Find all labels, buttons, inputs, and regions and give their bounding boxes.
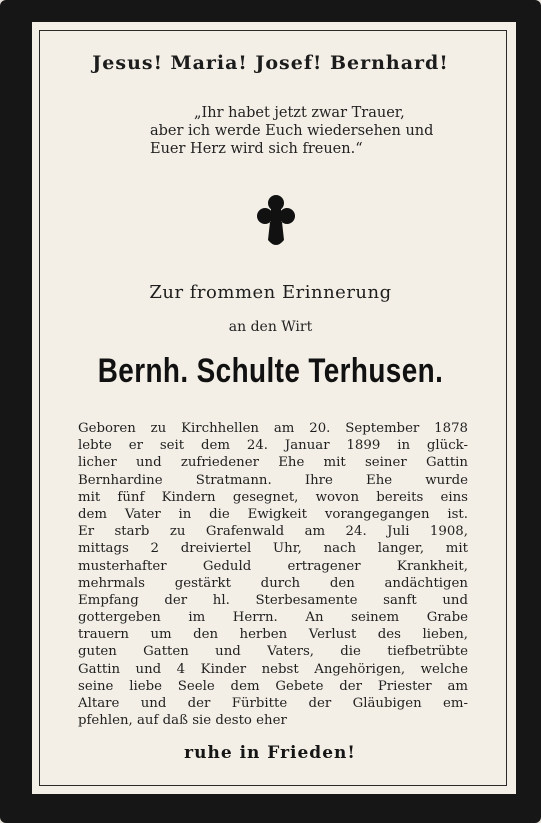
memorial-subheading: an den Wirt [228, 319, 313, 335]
invocation-header: Jesus! Maria! Josef! Bernhard! [92, 52, 449, 74]
biography-line: licher und zufriedener Ehe mit seiner Gattin [78, 455, 468, 471]
quote-line: „Ihr habet jetzt zwar Trauer, [194, 105, 405, 121]
biography-line: Empfang der hl. Sterbesamente sanft und [78, 592, 468, 608]
biography-line: Bernhardine Stratmann. Ihre Ehe wurde [78, 472, 468, 488]
bible-quote [150, 104, 476, 158]
biography-line: Gattin und 4 Kinder nebst Angehörigen, welche [78, 661, 468, 677]
quote-line: aber ich werde Euch wiedersehen und [150, 123, 434, 139]
biography-line: lebte er seit dem 24. Januar 1899 in glück- [78, 438, 468, 454]
biography-line: trauern um den herben Verlust des lieben, [78, 627, 468, 643]
closing-blessing: ruhe in Frieden! [184, 743, 356, 763]
quote-line: Euer Herz wird sich freuen.“ [150, 141, 363, 157]
biography-line: pfehlen, auf daß sie desto eher [78, 713, 287, 729]
biography-text [78, 420, 468, 729]
biography-line: guten Gatten und Vaters, die tiefbetrübte [78, 644, 468, 660]
biography-line: musterhafter Geduld ertragener Krankheit, [78, 558, 468, 574]
memorial-heading: Zur frommen Erinnerung [149, 282, 392, 303]
biography-line: Geboren zu Kirchhellen am 20. September 1878 [78, 421, 468, 436]
biography-line: mittags 2 dreiviertel Uhr, nach langer, mit [78, 541, 468, 557]
biography-line: Altare und der Fürbitte der Gläubigen em- [78, 696, 468, 711]
biography-line: dem Vater in die Ewigkeit vorangegangen ist. [78, 506, 468, 522]
biography-line: seine liebe Seele dem Gebete der Priester am [78, 678, 468, 694]
biography-line: Er starb zu Grafenwald am 24. Juli 1908, [78, 524, 468, 540]
biography-line: mit fünf Kindern gesegnet, wovon bereits eins [78, 489, 468, 505]
cross-icon [256, 192, 296, 250]
biography-line: gottergeben im Herrn. An seinem Grabe [78, 610, 468, 626]
biography-line: mehrmals gestärkt durch den andächtigen [78, 575, 468, 591]
deceased-name: Bernh. Schulte Terhusen. [97, 352, 444, 390]
